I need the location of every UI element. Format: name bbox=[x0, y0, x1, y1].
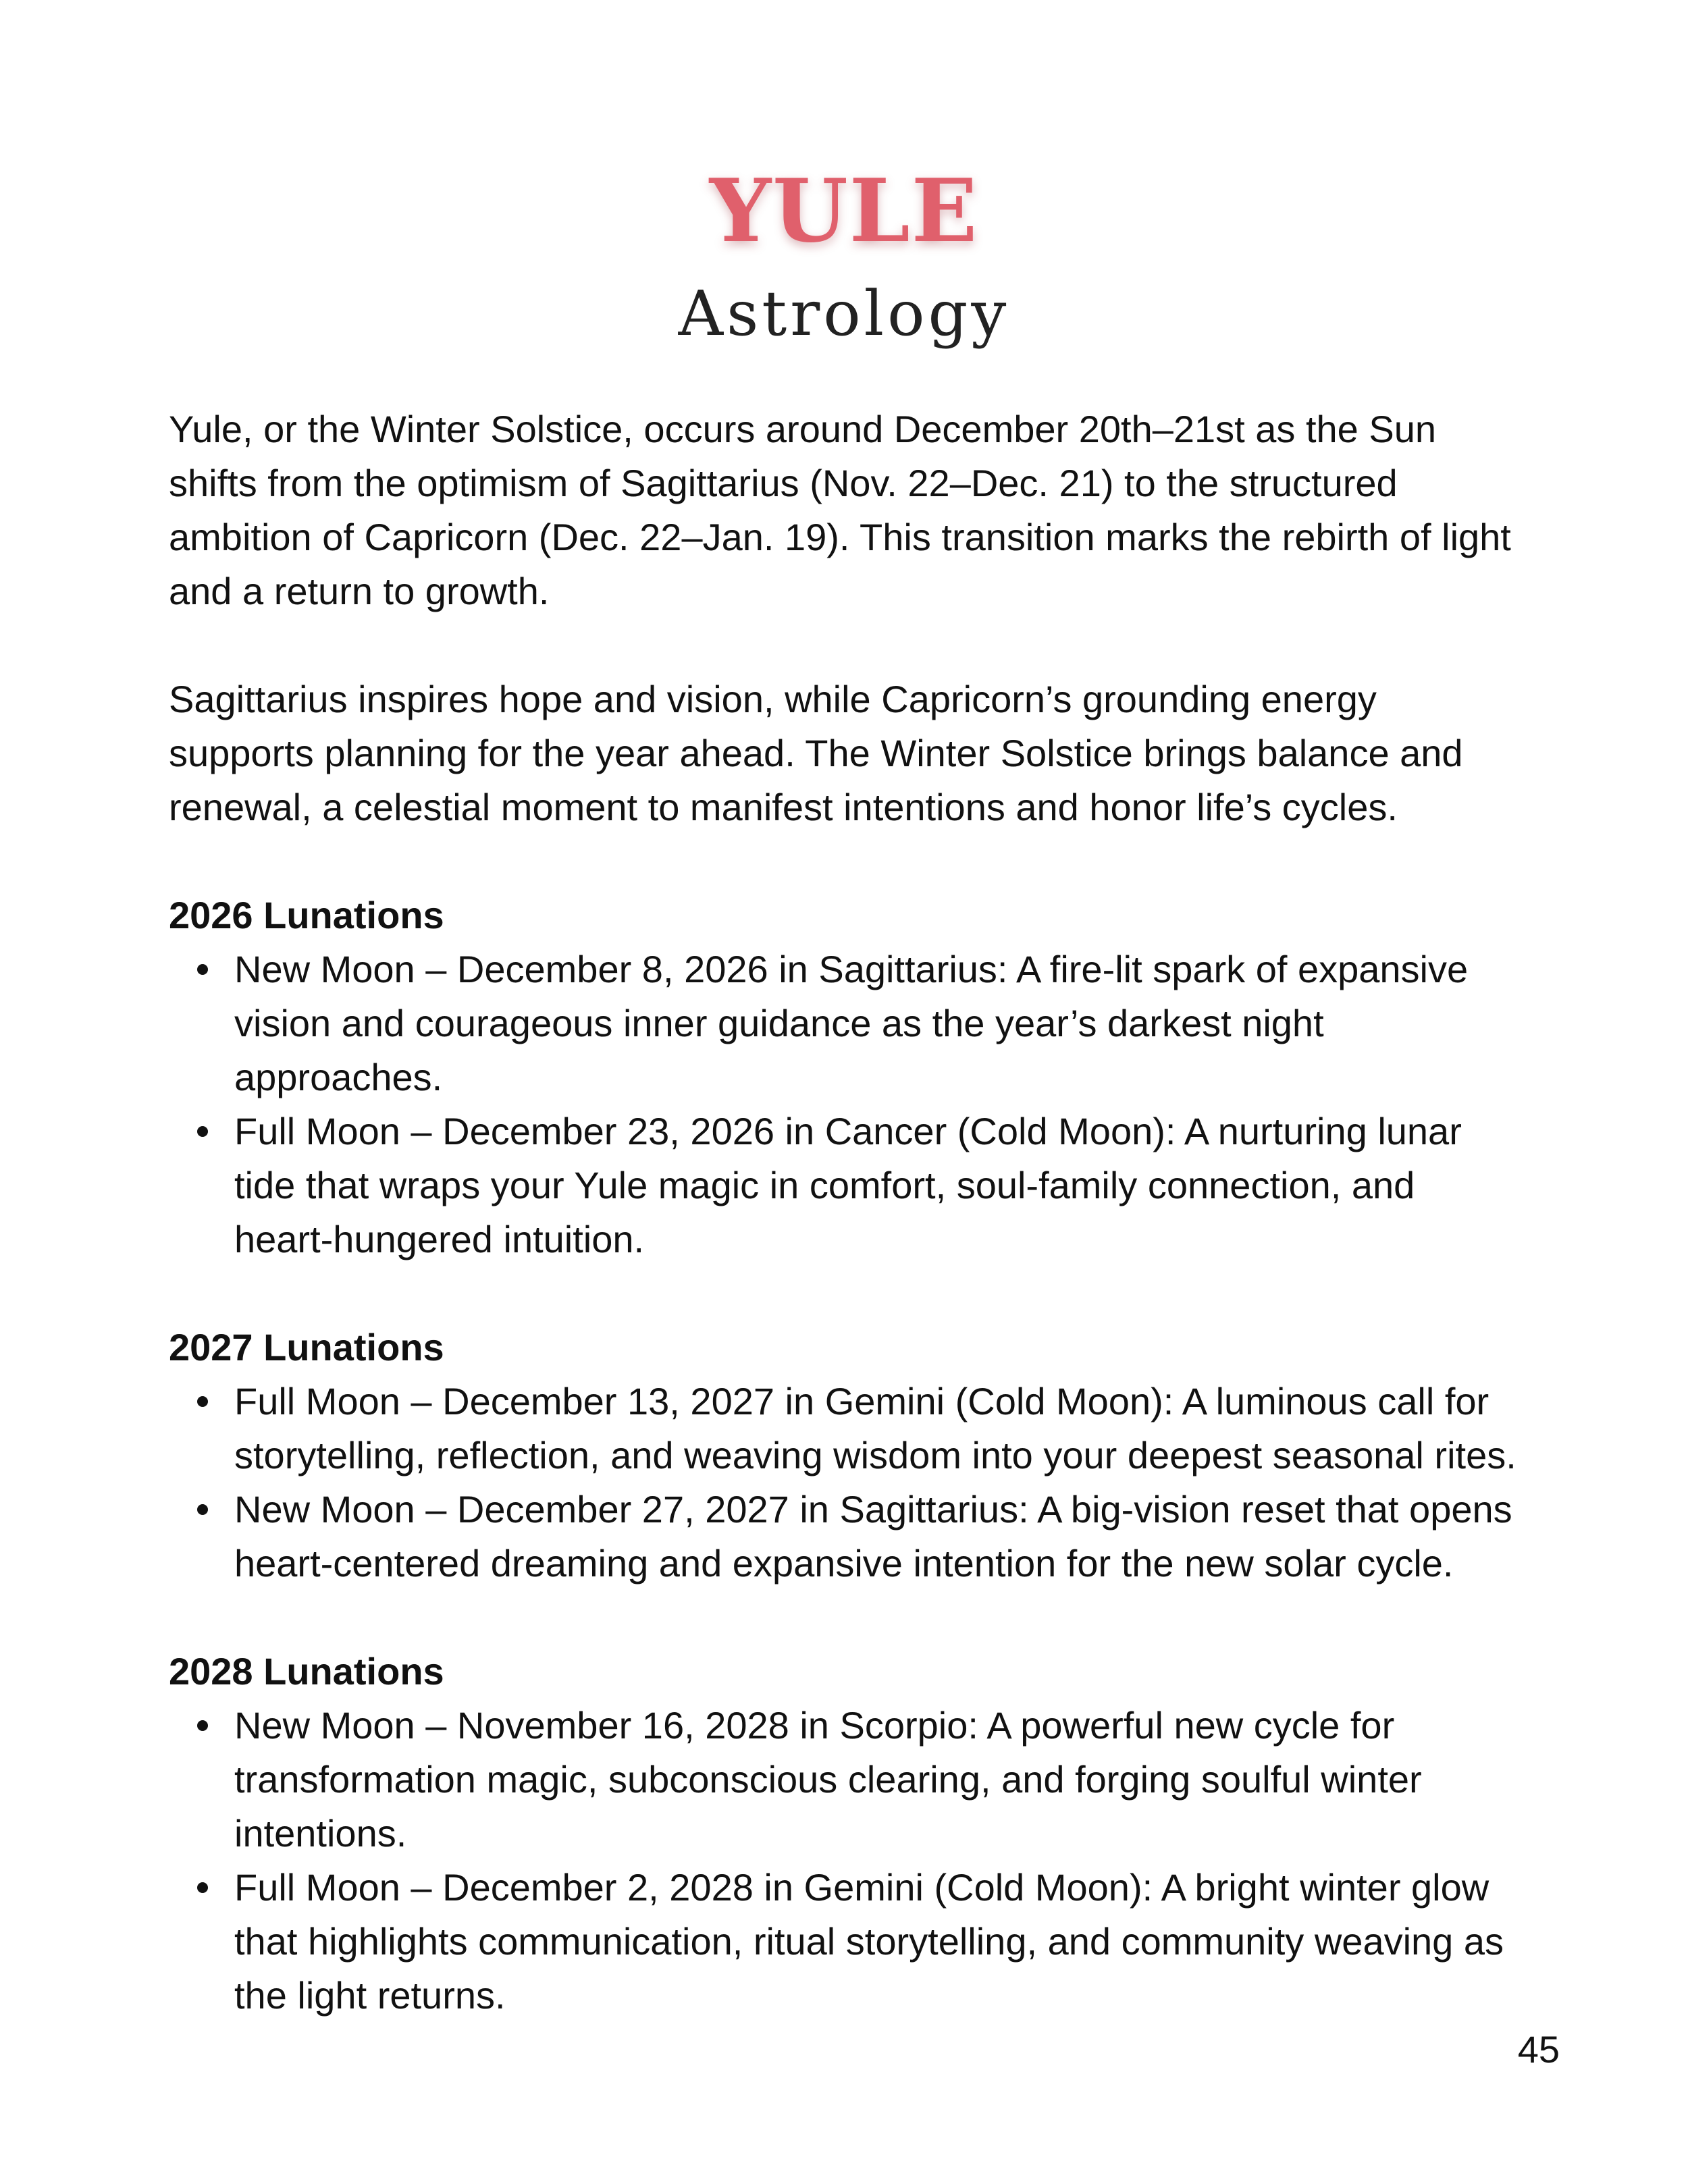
page-title: YULE bbox=[709, 161, 979, 262]
list-item bbox=[169, 1375, 1519, 1483]
list-item bbox=[169, 1699, 1519, 1861]
section-heading: 2028 Lunations bbox=[169, 1650, 444, 1693]
lunations-list bbox=[169, 1699, 1519, 2023]
lunations-section-2028 bbox=[169, 1645, 1519, 2023]
lunations-list bbox=[169, 1375, 1519, 1591]
section-heading: 2026 Lunations bbox=[169, 894, 444, 936]
intro-paragraph: Sagittarius inspires hope and vision, while Capricorn’s grounding energy supports planning for the year ahead. The Winter Solstice brings balance and renewal, a celestial moment to manifest intentions and honor life’s cycles. bbox=[169, 678, 1463, 828]
list-item-text: New Moon – November 16, 2028 in Scorpio: A powerful new cycle for transformation magic, subconscious clearing, and forging soulful winter intentions. bbox=[234, 1704, 1422, 1855]
intro-paragraph: Yule, or the Winter Solstice, occurs around December 20th–21st as the Sun shifts from the optimism of Sagittarius (Nov. 22–Dec. 21) to the structured ambition of Capricorn (Dec. 22–Jan. 19). This transition marks the rebirth of light and a return to growth. bbox=[169, 408, 1511, 612]
page-subtitle: Astrology bbox=[678, 277, 1010, 350]
list-item-text: New Moon – December 27, 2027 in Sagittarius: A big-vision reset that opens heart-centered dreaming and expansive intention for the new solar cycle. bbox=[234, 1488, 1512, 1584]
list-item-text: New Moon – December 8, 2026 in Sagittarius: A fire-lit spark of expansive vision and courageous inner guidance as the year’s darkest night approaches. bbox=[234, 948, 1469, 1098]
page-content bbox=[169, 402, 1519, 2023]
lunations-list bbox=[169, 942, 1519, 1267]
section-heading: 2027 Lunations bbox=[169, 1326, 444, 1368]
list-item bbox=[169, 1104, 1519, 1267]
list-item-text: Full Moon – December 23, 2026 in Cancer (Cold Moon): A nurturing lunar tide that wraps your Yule magic in comfort, soul-family connection, and heart-hungered intuition. bbox=[234, 1110, 1462, 1260]
page-number: 45 bbox=[1517, 2028, 1560, 2071]
lunations-section-2026 bbox=[169, 888, 1519, 1267]
list-item bbox=[169, 942, 1519, 1104]
bullet-icon bbox=[197, 1396, 208, 1407]
bullet-icon bbox=[197, 1126, 208, 1137]
bullet-icon bbox=[197, 1504, 208, 1515]
bullet-icon bbox=[197, 1882, 208, 1893]
bullet-icon bbox=[197, 964, 208, 975]
list-item-text: Full Moon – December 2, 2028 in Gemini (Cold Moon): A bright winter glow that highlights communication, ritual storytelling, and community weaving as the light returns. bbox=[234, 1866, 1504, 2017]
lunations-section-2027 bbox=[169, 1321, 1519, 1591]
list-item-text: Full Moon – December 13, 2027 in Gemini (Cold Moon): A luminous call for storytelling, reflection, and weaving wisdom into your deepest seasonal rites. bbox=[234, 1380, 1516, 1476]
bullet-icon bbox=[197, 1720, 208, 1731]
list-item bbox=[169, 1483, 1519, 1591]
list-item bbox=[169, 1861, 1519, 2023]
